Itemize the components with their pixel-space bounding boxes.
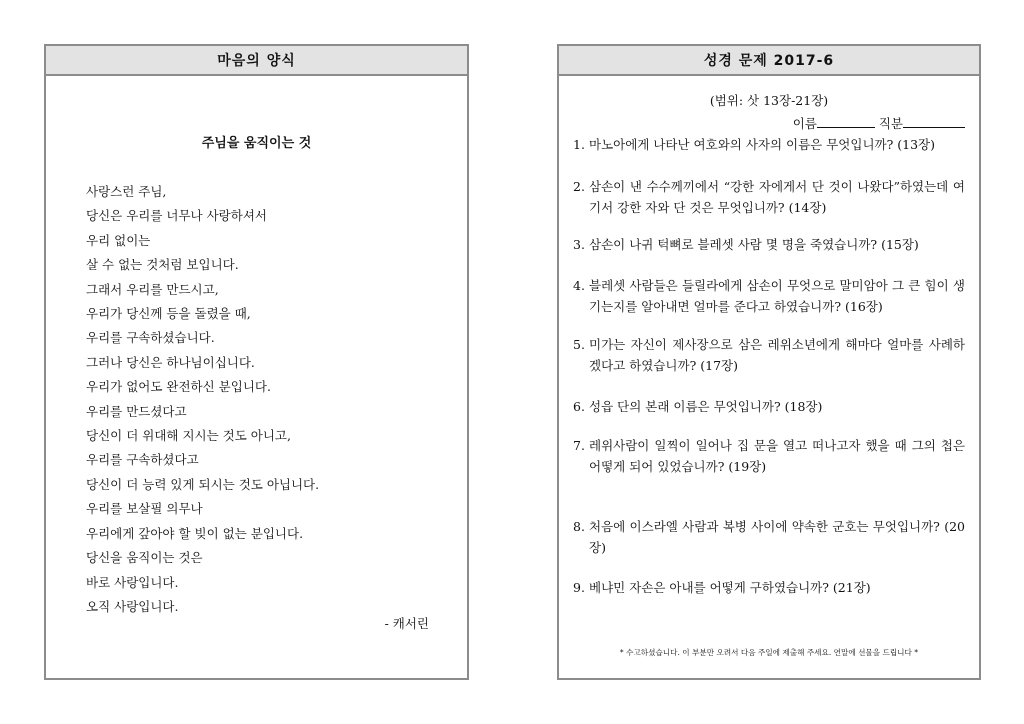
name-row bbox=[793, 114, 965, 132]
title-label: 직분 bbox=[878, 116, 903, 131]
question-number: 4. bbox=[573, 278, 585, 293]
question-number: 3. bbox=[573, 237, 585, 252]
question-text: 베냐민 자손은 아내를 어떻게 구하였습니까? (21장) bbox=[589, 580, 871, 595]
question-item bbox=[573, 334, 965, 376]
poem-line: 당신이 더 능력 있게 되시는 것도 아닙니다. bbox=[86, 476, 320, 492]
question-item bbox=[573, 176, 965, 218]
quiz-range: (범위: 삿 13장-21장) bbox=[709, 93, 829, 108]
question-number: 1. bbox=[573, 137, 585, 152]
devotional-panel bbox=[44, 44, 469, 680]
poem-line: 오직 사랑입니다. bbox=[86, 598, 179, 614]
poem-line: 우리가 없어도 완전하신 분입니다. bbox=[86, 379, 271, 395]
question-text: 삼손이 낸 수수께끼에서 “강한 자에게서 단 것이 나왔다”하였는데 여기서 강한 자와 단 것은 무엇입니까? (14장) bbox=[589, 179, 965, 215]
poem-author: - 캐서린 bbox=[384, 616, 429, 631]
bible-quiz-panel bbox=[557, 44, 981, 680]
question-text: 성읍 단의 본래 이름은 무엇입니까? (18장) bbox=[589, 399, 823, 414]
question-text: 미가는 자신이 제사장으로 삼은 레위소년에게 해마다 얼마를 사례하겠다고 하였습니까? (17장) bbox=[589, 337, 965, 373]
question-text: 레위사람이 일찍이 일어나 집 문을 열고 떠나고자 했을 때 그의 첩은 어떻게 되어 있었습니까? (19장) bbox=[589, 438, 965, 474]
question-text: 마노아에게 나타난 여호와의 사자의 이름은 무엇입니까? (13장) bbox=[589, 137, 936, 152]
title-blank bbox=[903, 115, 965, 128]
question-item bbox=[573, 234, 965, 255]
question-item bbox=[573, 275, 965, 317]
question-text: 삼손이 나귀 턱뼈로 블레셋 사람 몇 명을 죽였습니까? (15장) bbox=[589, 237, 919, 252]
devotional-header: 마음의 양식 bbox=[46, 46, 467, 76]
poem-body bbox=[86, 180, 319, 619]
question-item bbox=[573, 516, 965, 558]
quiz-header: 성경 문제 2017-6 bbox=[559, 46, 979, 76]
poem-line: 당신은 우리를 너무나 사랑하셔서 bbox=[86, 208, 267, 224]
poem-line: 우리가 당신께 등을 돌렸을 때, bbox=[86, 306, 251, 322]
question-number: 2. bbox=[573, 179, 585, 194]
question-number: 9. bbox=[573, 580, 585, 595]
question-number: 5. bbox=[573, 337, 585, 352]
poem-title: 주님을 움직이는 것 bbox=[201, 136, 312, 151]
question-text: 블레셋 사람들은 들릴라에게 삼손이 무엇으로 말미암아 그 큰 힘이 생기는지를 알아내면 얼마를 준다고 하였습니까? (16장) bbox=[589, 278, 965, 314]
poem-line: 살 수 없는 것처럼 보입니다. bbox=[86, 257, 239, 273]
poem-line: 사랑스런 주님, bbox=[86, 184, 167, 199]
question-item bbox=[573, 396, 965, 417]
poem-line: 당신을 움직이는 것은 bbox=[86, 550, 203, 566]
poem-line: 우리에게 갚아야 할 빚이 없는 분입니다. bbox=[86, 525, 304, 541]
question-number: 7. bbox=[573, 438, 585, 453]
poem-line: 우리를 구속하셨습니다. bbox=[86, 330, 215, 346]
poem-line: 그래서 우리를 만드시고, bbox=[86, 281, 219, 297]
question-item bbox=[573, 577, 965, 598]
question-number: 6. bbox=[573, 399, 585, 414]
name-blank bbox=[817, 115, 875, 128]
poem-line: 우리를 보살필 의무나 bbox=[86, 501, 203, 517]
poem-line: 우리를 만드셨다고 bbox=[86, 403, 187, 419]
footer-note: * 수고하셨습니다. 이 부분만 오려서 다음 주일에 제출해 주세요. 연말에 선물을 드립니다 * bbox=[619, 648, 919, 657]
question-number: 8. bbox=[573, 519, 585, 534]
question-text: 처음에 이스라엘 사람과 복병 사이에 약속한 군호는 무엇입니까? (20장) bbox=[589, 519, 965, 555]
poem-line: 우리 없이는 bbox=[86, 232, 151, 248]
question-item bbox=[573, 435, 965, 477]
poem-line: 우리를 구속하셨다고 bbox=[86, 452, 199, 468]
poem-line: 그러나 당신은 하나님이십니다. bbox=[86, 354, 255, 370]
name-label: 이름 bbox=[792, 116, 817, 131]
poem-line: 바로 사랑입니다. bbox=[86, 574, 179, 590]
poem-line: 당신이 더 위대해 지시는 것도 아니고, bbox=[86, 428, 291, 444]
question-item bbox=[573, 134, 965, 155]
